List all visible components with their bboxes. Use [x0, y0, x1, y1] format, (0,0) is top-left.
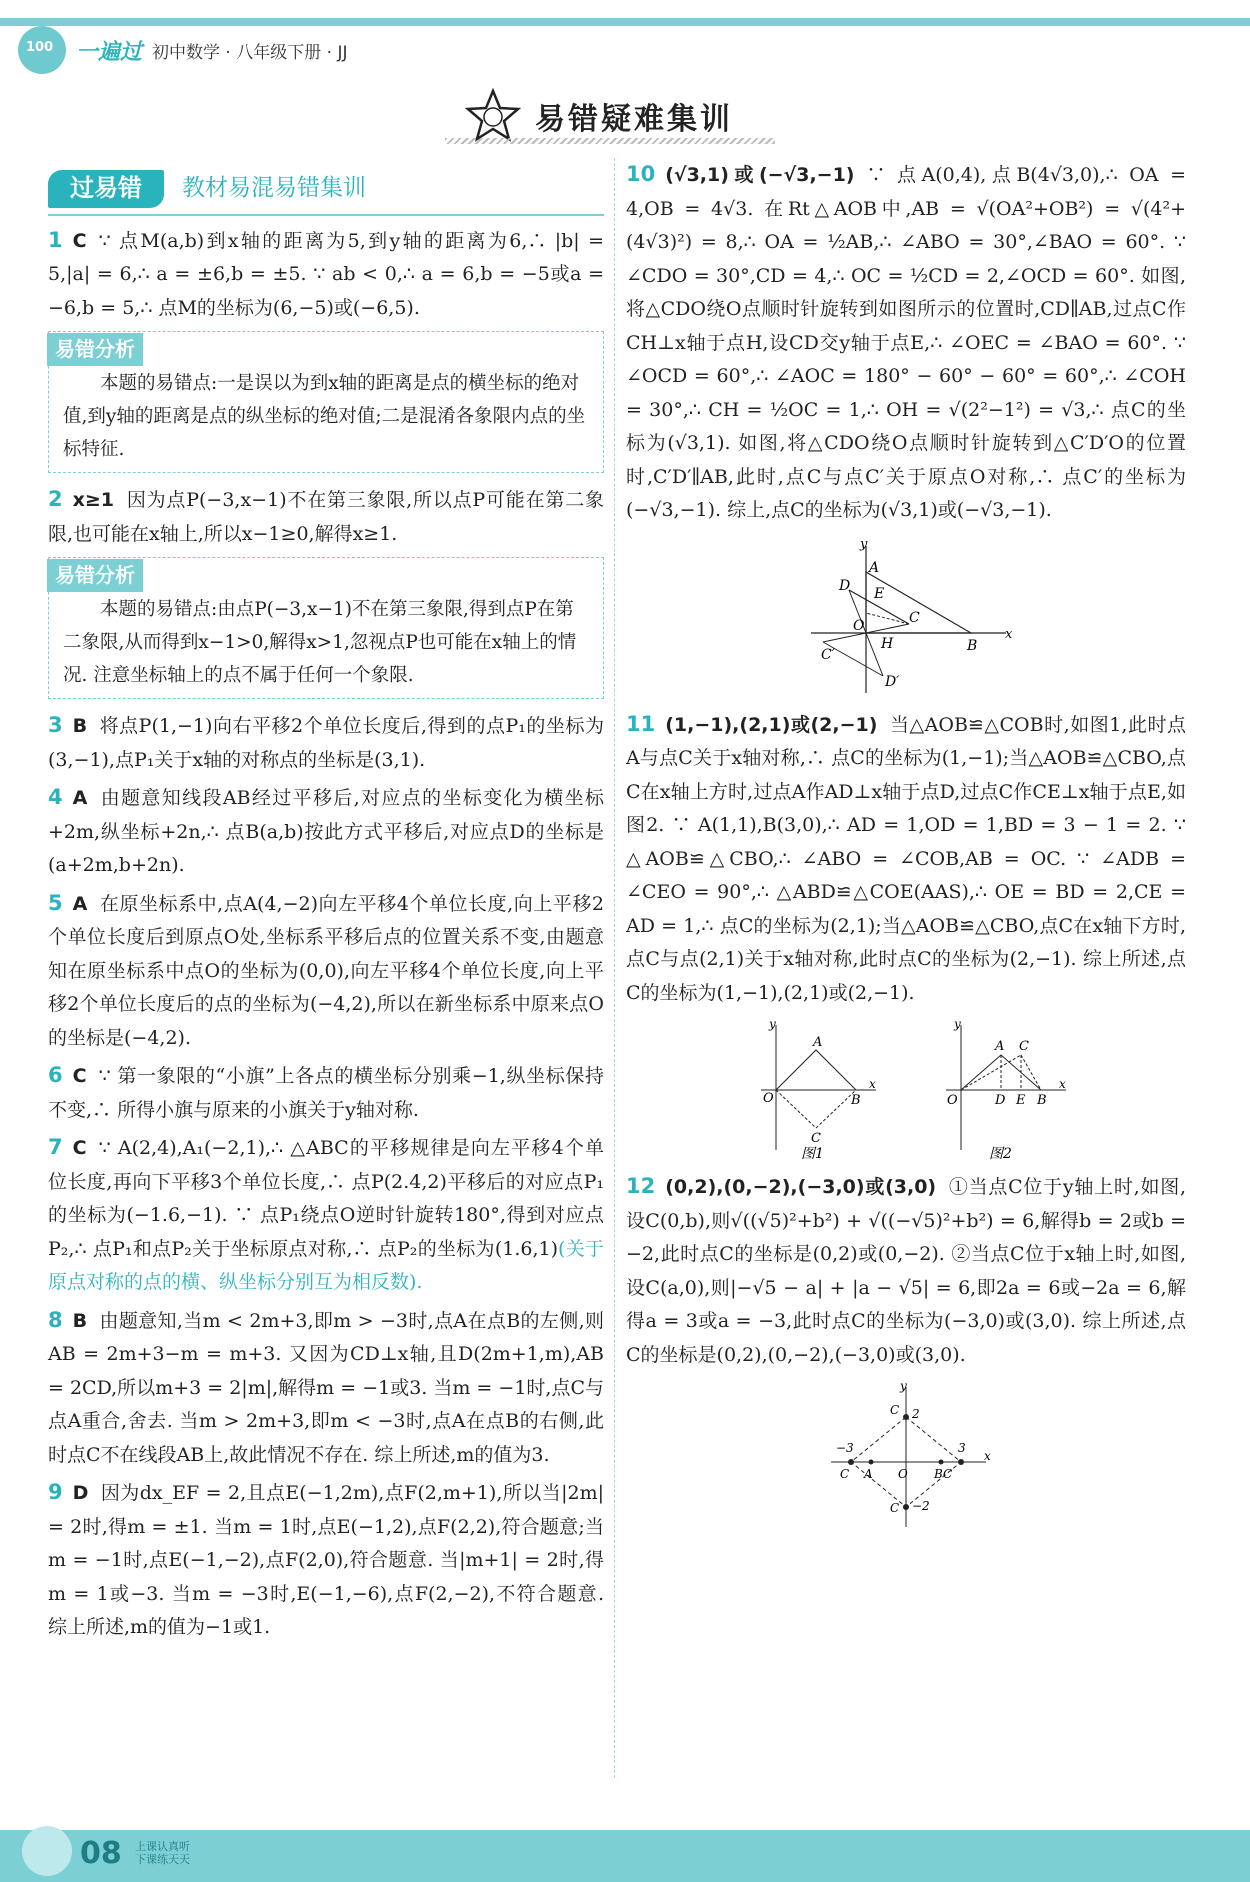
item-number: 10 [626, 162, 656, 186]
item-number: 1 [48, 227, 63, 252]
item-number: 8 [48, 1307, 63, 1332]
svg-text:y: y [769, 1020, 776, 1031]
item-1 [48, 224, 604, 326]
svg-text:C: C [890, 1403, 900, 1417]
item-12 [626, 1170, 1186, 1372]
analysis-tag: 易错分析 [47, 333, 143, 366]
svg-text:BC: BC [934, 1467, 953, 1481]
page-title: 易错疑难集训 [535, 102, 733, 137]
item-text: 因为dx_EF = 2,且点E(−1,2m),点F(2,m+1),所以当|2m| = 2时,得m = ±1. 当m = 1时,点E(−1,2),点F(2,2),符合题意;当m = −1时,点E(−1,−2),点F(2,0),符合题意. 当|m+1| = 2时,得m = 1或−3. 当m = −3时,E(−1,−6),点F(2,−2),不符合题意. 综上所述,m的值为−1或1. [48, 1482, 604, 1638]
item-text: 因为点P(−3,x−1)不在第三象限,所以点P可能在第二象限,也可能在x轴上,所以x−1≥0,解得x≥1. [48, 489, 604, 545]
svg-text:O: O [763, 1091, 774, 1106]
item-answer: D [72, 1482, 89, 1504]
item-number: 7 [48, 1135, 63, 1159]
figures-q11 [626, 1020, 1186, 1160]
svg-text:y: y [954, 1020, 961, 1031]
item-7 [48, 1131, 604, 1300]
item-answer: B [72, 1309, 88, 1332]
item-text: 由题意知线段AB经过平移后,对应点的坐标变化为横坐标+2m,纵坐标+2n,∴ 点B(a,b)按此方式平移后,对应点D的坐标是(a+2m,b+2n). [48, 787, 604, 876]
item-answer: x≥1 [72, 489, 115, 511]
item-answer: C [72, 229, 87, 252]
svg-text:C′: C′ [821, 646, 835, 663]
svg-text:x: x [1005, 626, 1013, 642]
svg-text:D: D [995, 1093, 1006, 1108]
analysis-box-2 [48, 557, 604, 699]
svg-text:H: H [881, 635, 894, 652]
figure-q10 [791, 538, 1021, 698]
svg-text:C: C [909, 609, 920, 626]
svg-text:C: C [890, 1501, 900, 1515]
svg-text:y: y [900, 1382, 907, 1393]
analysis-text: 本题的易错点:一是误以为到x轴的距离是点的横坐标的绝对值,到y轴的距离是点的纵坐标的绝对值;二是混淆各象限内点的坐标特征. [63, 373, 586, 460]
item-number: 11 [626, 711, 656, 736]
item-answer: A [72, 892, 88, 915]
footer-note-2: 下课练天天 [135, 1853, 190, 1866]
svg-text:O: O [898, 1467, 908, 1481]
svg-text:C: C [840, 1467, 850, 1481]
item-number: 2 [48, 487, 63, 511]
item-text: 当△AOB≌△COB时,如图1,此时点A与点C关于x轴对称,∴ 点C的坐标为(1,−1);当△AOB≌△CBO,点C在x轴上方时,过点A作AD⊥x轴于点D,过点C作CE⊥x轴于点E,如图2. ∵ A(1,1),B(3,0),∴ AD = 1,OD = 1,BD = 3 − 1 = 2. ∵ △AOB≌△CBO,∴ ∠ABO = ∠COB,AB = OC. ∵ ∠ADB = ∠CEO = 90°,∴ △ABD≌△COE(AAS),∴ OE = BD = 2,CE = AD = 1,∴ 点C的坐标为(2,1);当△AOB≌△CBO,点C在x轴下方时,点C与点(2,1)关于x轴对称,此时点C的坐标为(2,−1). 综上所述,点C的坐标为(1,−1),(2,1)或(2,−1). [626, 713, 1186, 1004]
item-number: 9 [48, 1480, 63, 1504]
svg-text:x: x [1059, 1077, 1066, 1091]
item-answer: A [72, 787, 88, 809]
item-number: 5 [48, 890, 63, 915]
figure-1-caption: 图1 [801, 1146, 824, 1160]
svg-text:B: B [1037, 1093, 1047, 1108]
item-8 [48, 1304, 604, 1473]
figure-q12 [816, 1382, 996, 1532]
figure-2-caption: 图2 [989, 1146, 1012, 1160]
item-4 [48, 781, 604, 883]
analysis-text: 本题的易错点:由点P(−3,x−1)不在第三象限,得到点P在第二象限,从而得到x−1>0,解得x>1,忽视点P也可能在x轴上的情况. 注意坐标轴上的点不属于任何一个象限. [63, 599, 577, 686]
svg-text:A: A [864, 1467, 873, 1481]
svg-text:−3: −3 [836, 1441, 854, 1455]
section-badge: 过易错 [48, 170, 164, 208]
svg-text:3: 3 [958, 1441, 966, 1455]
header [18, 30, 347, 70]
column-divider [614, 158, 615, 1778]
item-number: 3 [48, 713, 63, 737]
svg-text:D: D [839, 577, 851, 594]
svg-text:x: x [869, 1077, 876, 1091]
svg-text:A: A [869, 559, 880, 576]
footer-mascot-icon [22, 1826, 72, 1876]
item-text: ∵ 第一象限的“小旗”上各点的横坐标分别乘−1,纵坐标保持不变,∴ 所得小旗与原来的小旗关于y轴对称. [48, 1065, 604, 1121]
item-answer: (√3,1)或(−√3,−1) [665, 164, 855, 186]
title-underline [445, 138, 775, 144]
item-text: ∵ A(2,4),A₁(−2,1),∴ △ABC的平移规律是向左平移4个单位长度,再向下平移3个单位长度,∴ 点P(2.4,2)平移后的对应点P₁的坐标为(−1.6,−1). ∵ 点P₁绕点O逆时针旋转180°,得到对应点P₂,∴ 点P₁和点P₂关于坐标原点对称,∴ 点P₂的坐标为(1.6,1) [48, 1137, 604, 1260]
item-number: 4 [48, 785, 63, 809]
svg-text:2: 2 [912, 1407, 920, 1421]
svg-text:A: A [995, 1039, 1005, 1054]
item-number: 12 [626, 1174, 656, 1198]
figure-2 [931, 1020, 1071, 1160]
item-10 [626, 158, 1186, 528]
svg-text:D′: D′ [885, 673, 900, 690]
mascot-logo-icon [18, 26, 66, 74]
item-text: ∵ 点A(0,4),点B(4√3,0),∴ OA = 4,OB = 4√3. 在Rt△AOB中,AB = √(OA²+OB²) = √(4²+(4√3)²) = 8,∴ OA = ½AB,∴ ∠ABO = 30°,∠BAO = 60°. ∵ ∠CDO = 30°,CD = 4,∴ OC = ½CD = 2,∠OCD = 60°. 如图,将△CDO绕O点顺时针旋转到如图所示的位置时,CD∥AB,过点C作CH⊥x轴于点H,设CD交y轴于点E,∴ ∠OEC = ∠BAO = 60°. ∵ ∠OCD = 60°,∴ ∠AOC = 180° − 60° − 60° = 60°,∴ ∠COH = 30°,∴ CH = ½OC = 1,∴ OH = √(2²−1²) = √3,∴ 点C的坐标为(√3,1). 如图,将△CDO绕O点顺时针旋转到△C′D′O的位置时,C′D′∥AB,此时,点C与点C′关于原点O对称,∴ 点C′的坐标为(−√3,−1). 综上,点C的坐标为(√3,1)或(−√3,−1). [626, 164, 1186, 521]
item-text: 将点P(1,−1)向右平移2个单位长度后,得到的点P₁的坐标为(3,−1),点P₁关于x轴的对称点的坐标是(3,1). [48, 715, 604, 771]
item-text: ∵ 点M(a,b)到x轴的距离为5,到y轴的距离为6,∴ |b| = 5,|a| = 6,∴ a = ±6,b = ±5. ∵ ab < 0,∴ a = 6,b = −5或a = −6,b = 5,∴ 点M的坐标为(6,−5)或(−6,5). [48, 229, 604, 319]
item-2 [48, 483, 604, 551]
section-header [48, 170, 604, 208]
item-number: 6 [48, 1063, 63, 1087]
item-answer: B [72, 715, 88, 737]
footer-note-1: 上课认真听 [135, 1840, 190, 1853]
svg-text:y: y [860, 537, 868, 552]
item-3 [48, 709, 604, 777]
item-6 [48, 1059, 604, 1127]
svg-text:A: A [813, 1035, 823, 1050]
top-band [0, 18, 1250, 26]
svg-text:x: x [984, 1449, 991, 1463]
item-9 [48, 1476, 604, 1645]
brand: 一遍过 [76, 39, 143, 65]
analysis-tag: 易错分析 [47, 559, 143, 592]
item-text: ①当点C位于y轴上时,如图,设C(0,b),则√((√5)²+b²) + √((−√5)²+b²) = 6,解得b = 2或b = −2,此时点C的坐标是(0,2)或(0,−2). ②当点C位于x轴上时,如图,设C(a,0),则|−√5 − a| + |a − √5| = 6,即2a = 6或−2a = 6,解得a = 3或a = −3,此时点C的坐标为(−3,0)或(3,0). 综上所述,点C的坐标是(0,2),(0,−2),(−3,0)或(3,0). [626, 1176, 1186, 1366]
title-block [465, 88, 733, 144]
footer-note [135, 1840, 190, 1866]
svg-text:C: C [1019, 1039, 1029, 1054]
item-note: (关于原点对称的点的横、纵坐标分别互为相反数). [48, 1237, 604, 1293]
svg-text:C: C [811, 1131, 821, 1146]
svg-text:B: B [851, 1093, 861, 1108]
svg-text:O: O [853, 617, 865, 634]
svg-text:B: B [967, 637, 978, 654]
svg-text:E: E [874, 585, 885, 602]
svg-text:−2: −2 [912, 1499, 930, 1513]
left-column [48, 170, 604, 1649]
item-answer: (1,−1),(2,1)或(2,−1) [665, 713, 878, 736]
item-answer: (0,2),(0,−2),(−3,0)或(3,0) [665, 1176, 937, 1198]
section-line [48, 214, 604, 216]
item-text: 由题意知,当m < 2m+3,即m > −3时,点A在点B的左侧,则AB = 2m+3−m = m+3. 又因为CD⊥x轴,且D(2m+1,m),AB = 2CD,所以m+3 = 2|m|,解得m = −1或3. 当m = −1时,点C与点A重合,舍去. 当m > 2m+3,即m < −3时,点A在点B的右侧,此时点C不在线段AB上,故此情况不存在. 综上所述,m的值为3. [48, 1309, 604, 1466]
item-text: 在原坐标系中,点A(4,−2)向左平移4个单位长度,向上平移2个单位长度后到原点O处,坐标系平移后点的位置关系不变,由题意知在原坐标系中点O的坐标为(0,0),向左平移4个单位长度,向上平移2个单位长度后的点的坐标为(−4,2),所以在新坐标系中原来点O的坐标是(−4,2). [48, 892, 604, 1049]
star-icon [465, 88, 521, 144]
item-answer: C [72, 1137, 87, 1159]
svg-text:E: E [1016, 1093, 1026, 1108]
subject: 初中数学 · 八年级下册 · JJ [152, 42, 348, 63]
page-number: 08 [80, 1836, 122, 1871]
item-11 [626, 708, 1186, 1011]
item-5 [48, 887, 604, 1056]
figure-1 [741, 1020, 881, 1160]
item-answer: C [72, 1065, 87, 1087]
analysis-box-1 [48, 331, 604, 473]
svg-text:O: O [947, 1093, 958, 1108]
right-column [626, 158, 1186, 1542]
section-subtitle: 教材易混易错集训 [182, 175, 366, 201]
